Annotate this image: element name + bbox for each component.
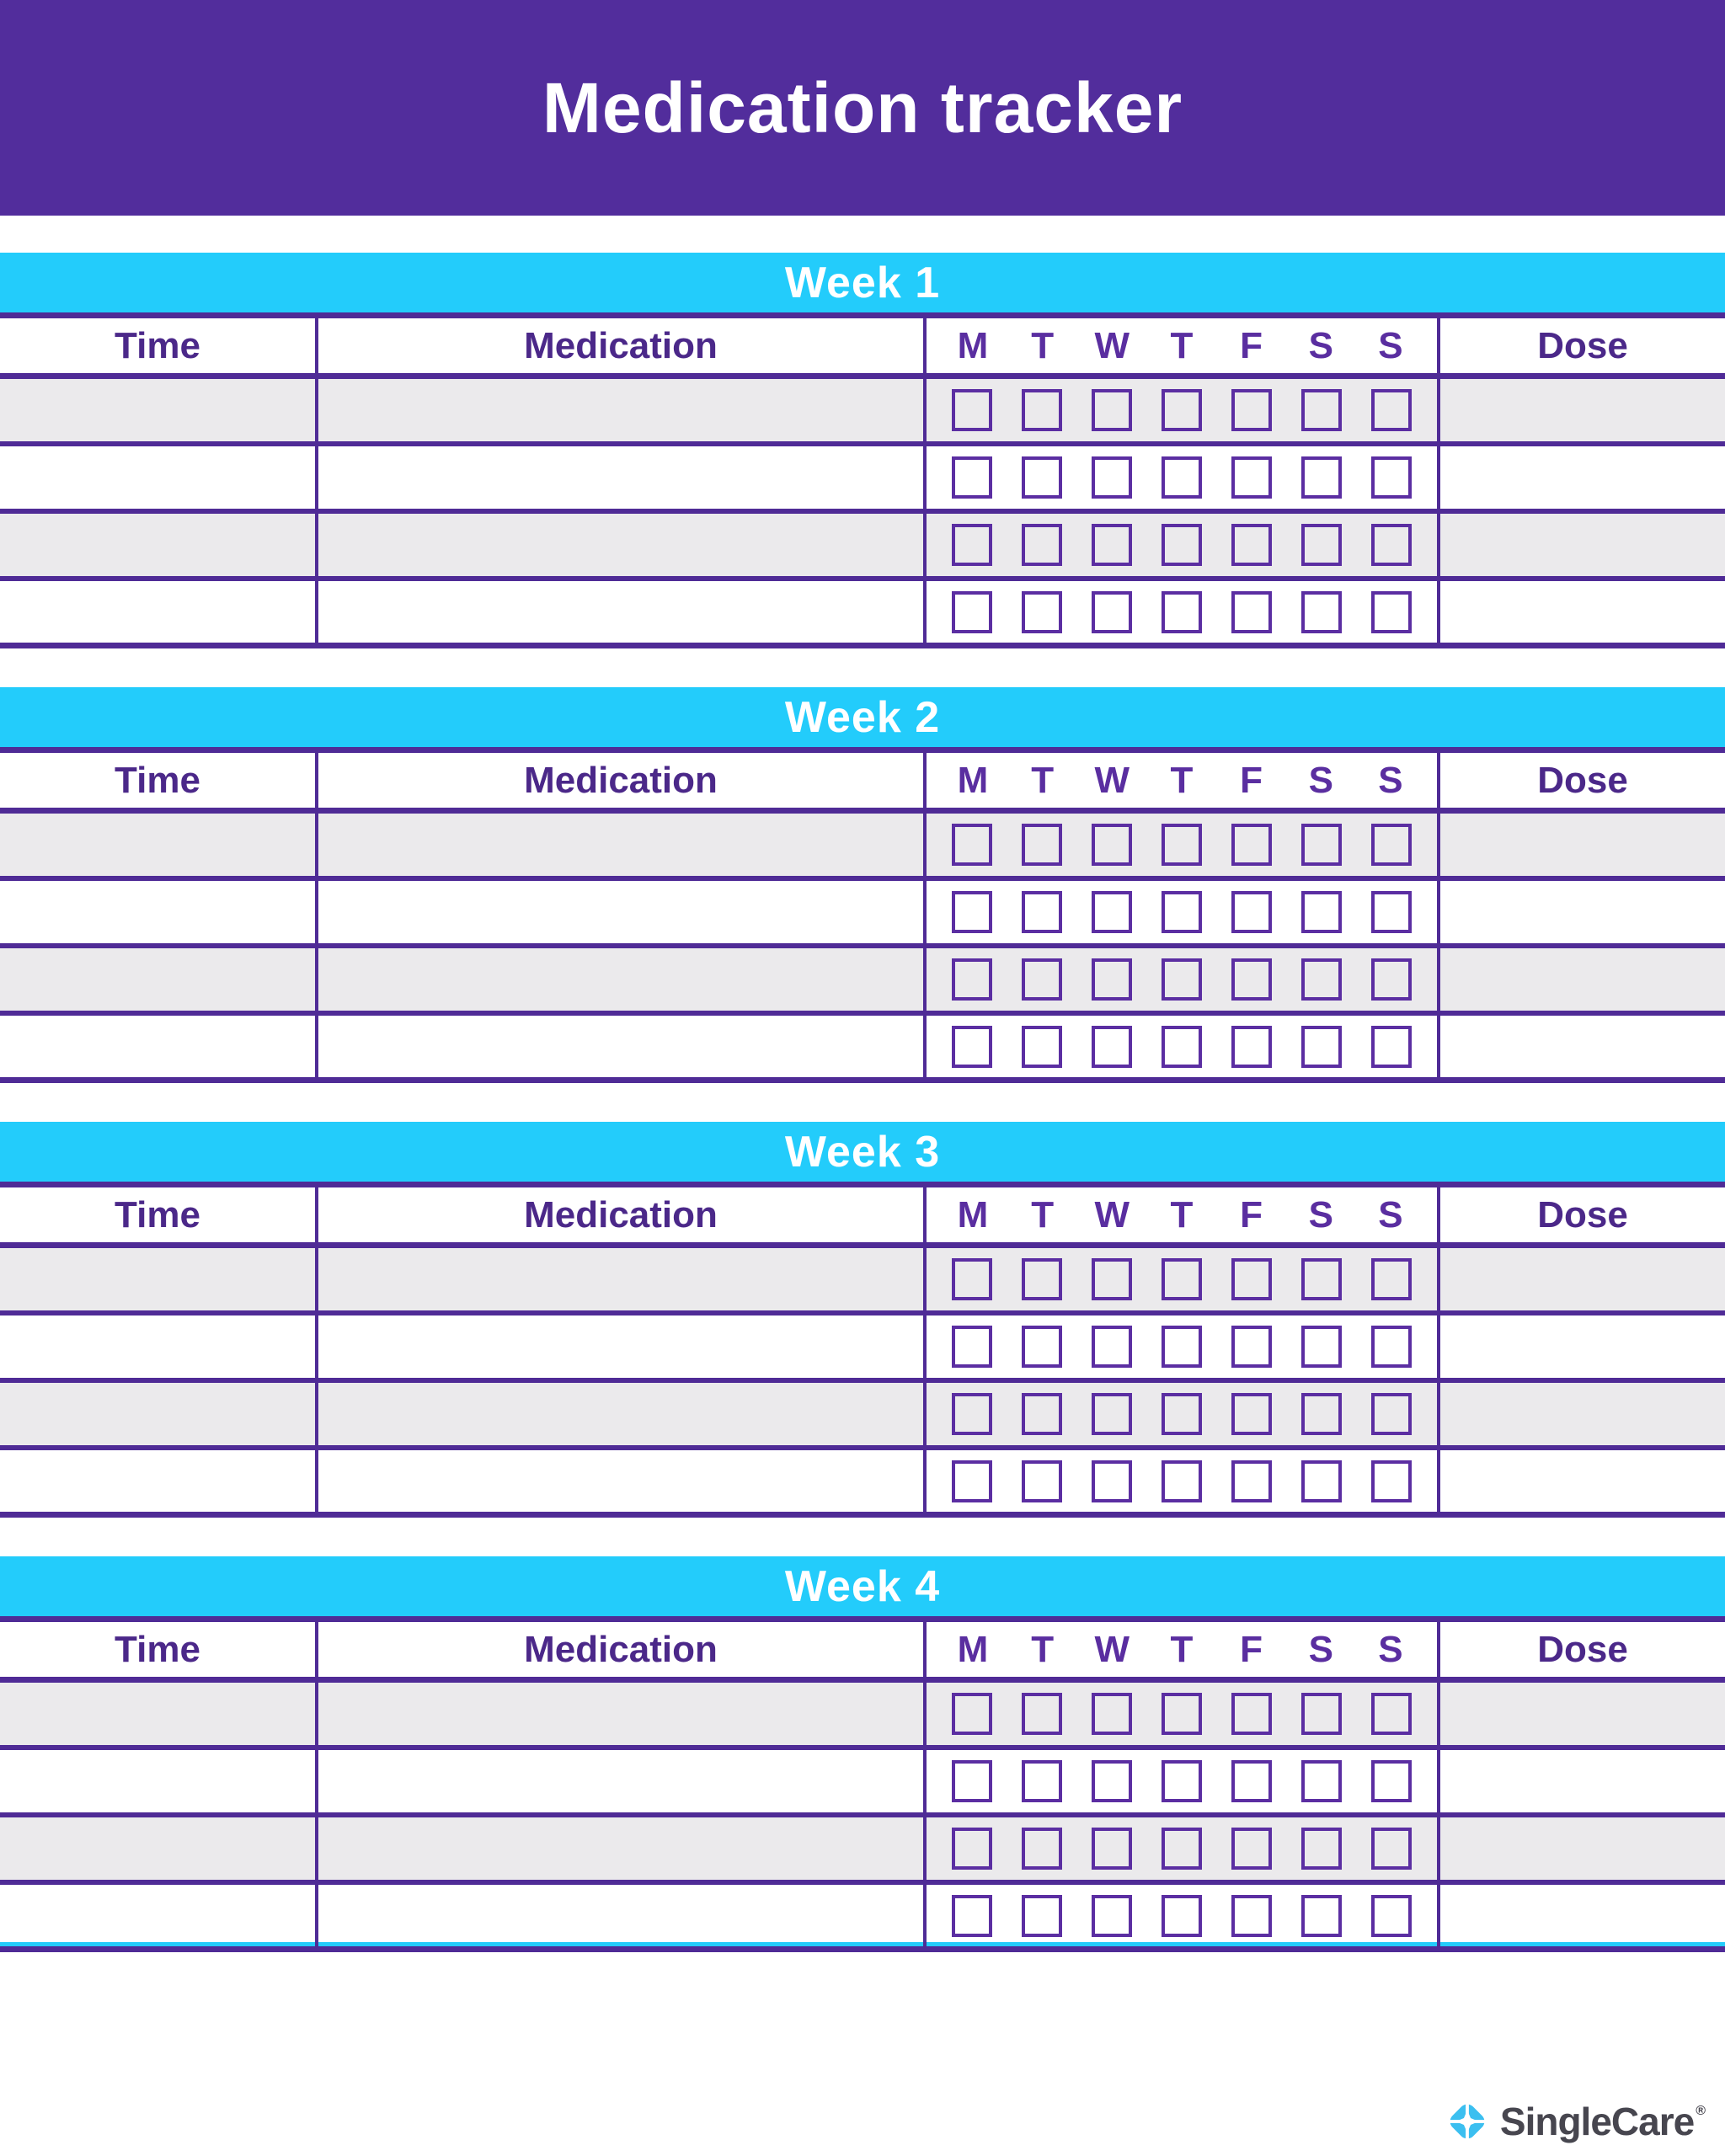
day-checkbox[interactable] <box>1231 524 1272 566</box>
days-cell <box>927 1016 1440 1077</box>
day-checkbox[interactable] <box>1162 1693 1202 1735</box>
day-checkbox[interactable] <box>1371 891 1412 933</box>
day-checkbox[interactable] <box>1022 1895 1062 1937</box>
column-header-medication: Medication <box>318 318 927 373</box>
time-cell[interactable] <box>0 1683 318 1745</box>
day-letter: S <box>1378 1193 1403 1235</box>
day-checkbox[interactable] <box>1301 1760 1342 1802</box>
day-checkbox[interactable] <box>1092 824 1132 866</box>
day-checkbox[interactable] <box>1231 1760 1272 1802</box>
day-checkbox[interactable] <box>1371 824 1412 866</box>
day-letter: T <box>1170 759 1194 801</box>
day-checkbox[interactable] <box>1301 824 1342 866</box>
column-header-time: Time <box>0 1187 318 1242</box>
day-letter: W <box>1094 1193 1130 1235</box>
day-letter: W <box>1094 1628 1130 1670</box>
day-letters <box>927 318 1437 373</box>
day-checkbox[interactable] <box>1231 1258 1272 1300</box>
day-checkbox[interactable] <box>1231 1693 1272 1735</box>
table-header-row <box>0 753 1725 814</box>
medication-cell[interactable] <box>318 581 927 643</box>
day-checkbox[interactable] <box>1022 1258 1062 1300</box>
medication-row <box>0 948 1725 1016</box>
day-checkbox[interactable] <box>1092 1828 1132 1870</box>
time-cell[interactable] <box>0 814 318 876</box>
column-header-medication: Medication <box>318 753 927 808</box>
day-checkbox[interactable] <box>1301 891 1342 933</box>
day-letter: S <box>1308 324 1333 366</box>
time-cell[interactable] <box>0 1750 318 1812</box>
day-letter: T <box>1031 759 1055 801</box>
column-header-dose: Dose <box>1537 324 1628 366</box>
dose-cell[interactable] <box>1440 1383 1725 1445</box>
day-checkbox[interactable] <box>1301 389 1342 431</box>
medication-cell[interactable] <box>318 1383 927 1445</box>
dose-cell[interactable] <box>1440 1817 1725 1880</box>
days-cell <box>927 446 1440 509</box>
medication-cell[interactable] <box>318 1450 927 1512</box>
day-checkbox[interactable] <box>1231 1828 1272 1870</box>
week-label: Week 4 <box>784 1561 941 1611</box>
day-letter: S <box>1378 324 1403 366</box>
day-letter: S <box>1378 759 1403 801</box>
day-letter: S <box>1308 1193 1333 1235</box>
day-checkbox[interactable] <box>1371 1258 1412 1300</box>
day-letter: M <box>957 1628 989 1670</box>
day-checkbox[interactable] <box>1231 1895 1272 1937</box>
day-letter: M <box>957 1193 989 1235</box>
medication-cell[interactable] <box>318 1885 927 1946</box>
day-letters <box>927 1187 1437 1242</box>
day-checkbox[interactable] <box>1371 1460 1412 1502</box>
week-section <box>0 253 1725 648</box>
day-checkbox[interactable] <box>1162 1460 1202 1502</box>
medication-row <box>0 1248 1725 1315</box>
day-letter: T <box>1031 1628 1055 1670</box>
column-header-medication: Medication <box>318 1622 927 1677</box>
days-cell <box>927 1683 1440 1745</box>
column-header-days <box>927 1622 1440 1677</box>
day-checkbox[interactable] <box>1092 1258 1132 1300</box>
day-checkbox[interactable] <box>1162 1393 1202 1435</box>
day-checkbox[interactable] <box>1301 524 1342 566</box>
week-label: Week 2 <box>784 692 941 742</box>
time-cell[interactable] <box>0 1248 318 1310</box>
day-checkbox[interactable] <box>1371 591 1412 633</box>
day-checkbox[interactable] <box>1162 1326 1202 1368</box>
day-checkbox[interactable] <box>952 591 992 633</box>
day-letter: S <box>1308 759 1333 801</box>
medication-row <box>0 1383 1725 1450</box>
dose-cell[interactable] <box>1440 1683 1725 1745</box>
footer <box>1445 2099 1705 2144</box>
day-checkbox[interactable] <box>1162 524 1202 566</box>
day-letter: T <box>1170 324 1194 366</box>
column-header-dose: Dose <box>1537 759 1628 801</box>
day-checkbox[interactable] <box>1301 1828 1342 1870</box>
checkbox-group <box>927 1383 1437 1445</box>
day-letter: S <box>1378 1628 1403 1670</box>
dose-cell[interactable] <box>1440 1248 1725 1310</box>
day-letter: T <box>1170 1193 1194 1235</box>
day-checkbox[interactable] <box>1092 456 1132 499</box>
medication-row <box>0 1016 1725 1083</box>
time-cell[interactable] <box>0 379 318 441</box>
dose-cell[interactable] <box>1440 948 1725 1011</box>
medication-row <box>0 1450 1725 1518</box>
checkbox-group <box>927 1885 1437 1946</box>
day-checkbox[interactable] <box>1301 1258 1342 1300</box>
column-header-time: Time <box>0 318 318 373</box>
day-checkbox[interactable] <box>1301 1393 1342 1435</box>
day-letter: T <box>1031 1193 1055 1235</box>
day-checkbox[interactable] <box>1092 1895 1132 1937</box>
medication-row <box>0 814 1725 881</box>
day-checkbox[interactable] <box>952 891 992 933</box>
column-header-time: Time <box>0 753 318 808</box>
medication-cell[interactable] <box>318 814 927 876</box>
medication-cell[interactable] <box>318 1315 927 1378</box>
day-checkbox[interactable] <box>1371 1760 1412 1802</box>
day-checkbox[interactable] <box>1301 456 1342 499</box>
day-checkbox[interactable] <box>1162 1895 1202 1937</box>
time-cell[interactable] <box>0 446 318 509</box>
day-checkbox[interactable] <box>1231 958 1272 1001</box>
day-letter: F <box>1240 1628 1263 1670</box>
checkbox-group <box>927 1315 1437 1378</box>
week-banner <box>0 1122 1725 1187</box>
medication-cell[interactable] <box>318 1248 927 1310</box>
medication-row <box>0 581 1725 648</box>
checkbox-group <box>927 948 1437 1011</box>
medication-cell[interactable] <box>318 1683 927 1745</box>
day-checkbox[interactable] <box>1371 958 1412 1001</box>
day-checkbox[interactable] <box>1231 456 1272 499</box>
day-letter: W <box>1094 759 1130 801</box>
day-checkbox[interactable] <box>1231 1326 1272 1368</box>
dose-cell[interactable] <box>1440 446 1725 509</box>
checkbox-group <box>927 379 1437 441</box>
day-checkbox[interactable] <box>1231 1026 1272 1068</box>
dose-cell[interactable] <box>1440 514 1725 576</box>
day-checkbox[interactable] <box>1092 1393 1132 1435</box>
table-header-row <box>0 1187 1725 1248</box>
week-label: Week 1 <box>784 258 941 307</box>
day-letters <box>927 753 1437 808</box>
day-checkbox[interactable] <box>1371 524 1412 566</box>
day-checkbox[interactable] <box>1162 958 1202 1001</box>
medication-row <box>0 446 1725 514</box>
singlecare-cross-icon <box>1445 2099 1490 2144</box>
day-checkbox[interactable] <box>1022 591 1062 633</box>
medication-cell[interactable] <box>318 881 927 943</box>
day-letter: T <box>1170 1628 1194 1670</box>
medication-cell[interactable] <box>318 1817 927 1880</box>
day-checkbox[interactable] <box>952 1460 992 1502</box>
day-checkbox[interactable] <box>1022 1393 1062 1435</box>
medication-cell[interactable] <box>318 948 927 1011</box>
day-checkbox[interactable] <box>1092 1760 1132 1802</box>
medication-row <box>0 379 1725 446</box>
column-header-days <box>927 1187 1440 1242</box>
day-checkbox[interactable] <box>1371 456 1412 499</box>
time-cell[interactable] <box>0 1016 318 1077</box>
checkbox-group <box>927 1750 1437 1812</box>
day-checkbox[interactable] <box>952 1760 992 1802</box>
column-header-medication: Medication <box>318 1187 927 1242</box>
checkbox-group <box>927 446 1437 509</box>
day-letters <box>927 1622 1437 1677</box>
checkbox-group <box>927 1016 1437 1077</box>
day-checkbox[interactable] <box>952 1258 992 1300</box>
checkbox-group <box>927 1817 1437 1880</box>
time-cell[interactable] <box>0 1383 318 1445</box>
day-checkbox[interactable] <box>1022 1760 1062 1802</box>
table-header-row <box>0 1622 1725 1683</box>
day-letter: F <box>1240 1193 1263 1235</box>
day-checkbox[interactable] <box>1022 1026 1062 1068</box>
day-checkbox[interactable] <box>1092 389 1132 431</box>
checkbox-group <box>927 514 1437 576</box>
checkbox-group <box>927 1450 1437 1512</box>
brand-name: SingleCare ® <box>1499 2100 1705 2143</box>
medication-row <box>0 514 1725 581</box>
day-letter: S <box>1308 1628 1333 1670</box>
dose-cell[interactable] <box>1440 1450 1725 1512</box>
time-cell[interactable] <box>0 1885 318 1946</box>
day-checkbox[interactable] <box>1371 1026 1412 1068</box>
day-checkbox[interactable] <box>1162 891 1202 933</box>
day-checkbox[interactable] <box>1371 1393 1412 1435</box>
day-checkbox[interactable] <box>1301 1693 1342 1735</box>
week-section <box>0 1122 1725 1518</box>
day-checkbox[interactable] <box>1092 958 1132 1001</box>
days-cell <box>927 379 1440 441</box>
day-checkbox[interactable] <box>1301 591 1342 633</box>
day-letter: T <box>1031 324 1055 366</box>
dose-cell[interactable] <box>1440 1016 1725 1077</box>
medication-row <box>0 881 1725 948</box>
dose-cell[interactable] <box>1440 1750 1725 1812</box>
column-header-dose: Dose <box>1537 1193 1628 1235</box>
day-checkbox[interactable] <box>952 1828 992 1870</box>
column-header-days <box>927 753 1440 808</box>
table-header-row <box>0 318 1725 379</box>
time-cell[interactable] <box>0 1450 318 1512</box>
week-banner <box>0 1556 1725 1622</box>
day-checkbox[interactable] <box>1022 389 1062 431</box>
day-checkbox[interactable] <box>1371 1895 1412 1937</box>
checkbox-group <box>927 1683 1437 1745</box>
day-checkbox[interactable] <box>1231 1460 1272 1502</box>
day-checkbox[interactable] <box>1022 524 1062 566</box>
day-checkbox[interactable] <box>1301 958 1342 1001</box>
day-checkbox[interactable] <box>1092 1693 1132 1735</box>
medication-cell[interactable] <box>318 514 927 576</box>
dose-cell[interactable] <box>1440 881 1725 943</box>
day-checkbox[interactable] <box>1092 591 1132 633</box>
day-checkbox[interactable] <box>1022 456 1062 499</box>
day-checkbox[interactable] <box>1371 1828 1412 1870</box>
day-letter: F <box>1240 759 1263 801</box>
dose-cell[interactable] <box>1440 1885 1725 1946</box>
day-checkbox[interactable] <box>1231 591 1272 633</box>
days-cell <box>927 1315 1440 1378</box>
day-checkbox[interactable] <box>1162 1760 1202 1802</box>
days-cell <box>927 1885 1440 1946</box>
days-cell <box>927 1450 1440 1512</box>
time-cell[interactable] <box>0 514 318 576</box>
days-cell <box>927 1383 1440 1445</box>
days-cell <box>927 814 1440 876</box>
day-checkbox[interactable] <box>1231 389 1272 431</box>
day-checkbox[interactable] <box>1162 1258 1202 1300</box>
days-cell <box>927 948 1440 1011</box>
day-checkbox[interactable] <box>1371 1326 1412 1368</box>
day-checkbox[interactable] <box>1092 1326 1132 1368</box>
day-checkbox[interactable] <box>1162 591 1202 633</box>
day-checkbox[interactable] <box>1092 891 1132 933</box>
day-checkbox[interactable] <box>1371 1693 1412 1735</box>
day-checkbox[interactable] <box>1162 1026 1202 1068</box>
column-header-dose: Dose <box>1537 1628 1628 1670</box>
day-checkbox[interactable] <box>1162 824 1202 866</box>
page-title: Medication tracker <box>542 67 1183 147</box>
week-section <box>0 687 1725 1083</box>
day-letter: M <box>957 759 989 801</box>
time-cell[interactable] <box>0 581 318 643</box>
day-checkbox[interactable] <box>1022 824 1062 866</box>
time-cell[interactable] <box>0 1817 318 1880</box>
time-cell[interactable] <box>0 1315 318 1378</box>
checkbox-group <box>927 814 1437 876</box>
day-checkbox[interactable] <box>1092 1460 1132 1502</box>
day-checkbox[interactable] <box>1162 1828 1202 1870</box>
days-cell <box>927 581 1440 643</box>
days-cell <box>927 514 1440 576</box>
day-checkbox[interactable] <box>1231 1393 1272 1435</box>
week-banner <box>0 253 1725 318</box>
week-banner <box>0 687 1725 753</box>
day-checkbox[interactable] <box>952 389 992 431</box>
day-letter: W <box>1094 324 1130 366</box>
day-checkbox[interactable] <box>952 824 992 866</box>
day-letter: F <box>1240 324 1263 366</box>
day-letter: M <box>957 324 989 366</box>
day-checkbox[interactable] <box>1022 1460 1062 1502</box>
dose-cell[interactable] <box>1440 1315 1725 1378</box>
day-checkbox[interactable] <box>952 456 992 499</box>
week-label: Week 3 <box>784 1127 941 1177</box>
day-checkbox[interactable] <box>952 958 992 1001</box>
day-checkbox[interactable] <box>1301 1326 1342 1368</box>
medication-row <box>0 1750 1725 1817</box>
medication-row <box>0 1683 1725 1750</box>
day-checkbox[interactable] <box>1092 1026 1132 1068</box>
day-checkbox[interactable] <box>1022 1326 1062 1368</box>
day-checkbox[interactable] <box>1301 1460 1342 1502</box>
days-cell <box>927 1750 1440 1812</box>
medication-cell[interactable] <box>318 1016 927 1077</box>
dose-cell[interactable] <box>1440 379 1725 441</box>
day-checkbox[interactable] <box>1022 891 1062 933</box>
day-checkbox[interactable] <box>1231 891 1272 933</box>
day-checkbox[interactable] <box>1022 1693 1062 1735</box>
days-cell <box>927 1248 1440 1310</box>
day-checkbox[interactable] <box>1162 389 1202 431</box>
checkbox-group <box>927 1248 1437 1310</box>
checkbox-group <box>927 581 1437 643</box>
day-checkbox[interactable] <box>1301 1026 1342 1068</box>
medication-cell[interactable] <box>318 1750 927 1812</box>
medication-row <box>0 1885 1725 1952</box>
column-header-time: Time <box>0 1622 318 1677</box>
day-checkbox[interactable] <box>1231 824 1272 866</box>
day-checkbox[interactable] <box>1092 524 1132 566</box>
day-checkbox[interactable] <box>952 1895 992 1937</box>
days-cell <box>927 881 1440 943</box>
medication-row <box>0 1817 1725 1885</box>
day-checkbox[interactable] <box>1301 1895 1342 1937</box>
day-checkbox[interactable] <box>952 1693 992 1735</box>
day-checkbox[interactable] <box>1371 389 1412 431</box>
day-checkbox[interactable] <box>952 1026 992 1068</box>
day-checkbox[interactable] <box>952 1393 992 1435</box>
weeks-container <box>0 253 1725 1952</box>
day-checkbox[interactable] <box>1022 1828 1062 1870</box>
medication-cell[interactable] <box>318 446 927 509</box>
time-cell[interactable] <box>0 948 318 1011</box>
days-cell <box>927 1817 1440 1880</box>
page-header <box>0 0 1725 216</box>
column-header-days <box>927 318 1440 373</box>
day-checkbox[interactable] <box>952 524 992 566</box>
day-checkbox[interactable] <box>952 1326 992 1368</box>
time-cell[interactable] <box>0 881 318 943</box>
registered-mark: ® <box>1696 2104 1705 2118</box>
dose-cell[interactable] <box>1440 581 1725 643</box>
checkbox-group <box>927 881 1437 943</box>
day-checkbox[interactable] <box>1022 958 1062 1001</box>
medication-row <box>0 1315 1725 1383</box>
day-checkbox[interactable] <box>1162 456 1202 499</box>
week-section <box>0 1556 1725 1952</box>
medication-cell[interactable] <box>318 379 927 441</box>
dose-cell[interactable] <box>1440 814 1725 876</box>
